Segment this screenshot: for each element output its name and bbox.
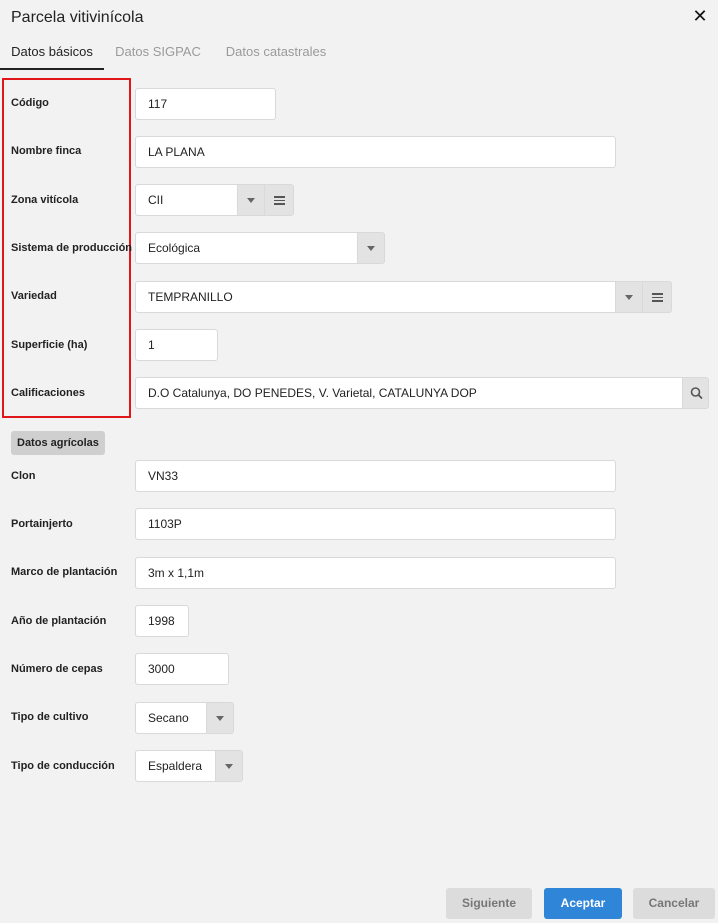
chevron-down-icon — [216, 716, 224, 721]
zona-viticola-list-button[interactable] — [264, 184, 294, 216]
chevron-down-icon — [225, 764, 233, 769]
sistema-produccion-label: Sistema de producción — [11, 242, 133, 254]
clon-input[interactable]: VN33 — [135, 460, 616, 492]
numero-cepas-input[interactable]: 3000 — [135, 653, 229, 685]
codigo-input[interactable]: 117 — [135, 88, 276, 120]
tab-datos-catastrales[interactable]: Datos catastrales — [225, 44, 327, 59]
section-datos-agricolas: Datos agrícolas — [11, 431, 105, 455]
search-icon — [683, 378, 710, 408]
numero-cepas-label: Número de cepas — [11, 663, 103, 675]
nombre-finca-label: Nombre finca — [11, 145, 82, 157]
tipo-conduccion-select[interactable] — [135, 750, 243, 782]
variedad-dropdown-button[interactable] — [615, 281, 643, 313]
sistema-produccion-dropdown-button[interactable] — [357, 232, 385, 264]
tipo-cultivo-select[interactable] — [135, 702, 234, 734]
marco-plantacion-label: Marco de plantación — [11, 566, 118, 578]
tab-datos-basicos[interactable]: Datos básicos — [0, 36, 104, 70]
tab-bar — [0, 36, 718, 70]
nombre-finca-input[interactable]: LA PLANA — [135, 136, 616, 168]
calificaciones-input[interactable]: D.O Catalunya, DO PENEDES, V. Varietal, CATALUNYA DOP — [135, 377, 683, 409]
zona-viticola-label: Zona vitícola — [11, 194, 79, 206]
calificaciones-label: Calificaciones — [11, 387, 85, 399]
next-button[interactable]: Siguiente — [446, 888, 532, 919]
list-icon — [274, 196, 285, 205]
zona-viticola-dropdown-button[interactable] — [237, 184, 265, 216]
variedad-select[interactable] — [135, 281, 672, 313]
list-icon — [652, 293, 663, 302]
tab-datos-sigpac[interactable]: Datos SIGPAC — [115, 44, 201, 59]
portainjerto-label: Portainjerto — [11, 518, 73, 530]
zona-viticola-value: CII — [135, 184, 238, 216]
clon-label: Clon — [11, 470, 36, 482]
codigo-label: Código — [11, 97, 49, 109]
sistema-produccion-value: Ecológica — [135, 232, 358, 264]
variedad-label: Variedad — [11, 290, 57, 302]
accept-button[interactable]: Aceptar — [544, 888, 622, 919]
chevron-down-icon — [247, 198, 255, 203]
superficie-label: Superficie (ha) — [11, 339, 88, 351]
sistema-produccion-select[interactable] — [135, 232, 385, 264]
tipo-cultivo-dropdown-button[interactable] — [206, 702, 234, 734]
tipo-conduccion-value: Espaldera — [135, 750, 216, 782]
anio-plantacion-input[interactable]: 1998 — [135, 605, 189, 637]
zona-viticola-select[interactable] — [135, 184, 294, 216]
anio-plantacion-label: Año de plantación — [11, 615, 107, 627]
close-icon[interactable]: ✕ — [692, 6, 708, 26]
marco-plantacion-input[interactable]: 3m x 1,1m — [135, 557, 616, 589]
tipo-cultivo-value: Secano — [135, 702, 207, 734]
chevron-down-icon — [625, 295, 633, 300]
tipo-conduccion-label: Tipo de conducción — [11, 760, 115, 772]
superficie-input[interactable]: 1 — [135, 329, 218, 361]
variedad-list-button[interactable] — [642, 281, 672, 313]
chevron-down-icon — [367, 246, 375, 251]
portainjerto-input[interactable]: 1103P — [135, 508, 616, 540]
tipo-cultivo-label: Tipo de cultivo — [11, 711, 89, 723]
calificaciones-search-button[interactable] — [682, 377, 709, 409]
tipo-conduccion-dropdown-button[interactable] — [215, 750, 243, 782]
cancel-button[interactable]: Cancelar — [633, 888, 715, 919]
dialog-title: Parcela vitivinícola — [11, 9, 144, 26]
variedad-value: TEMPRANILLO — [135, 281, 616, 313]
